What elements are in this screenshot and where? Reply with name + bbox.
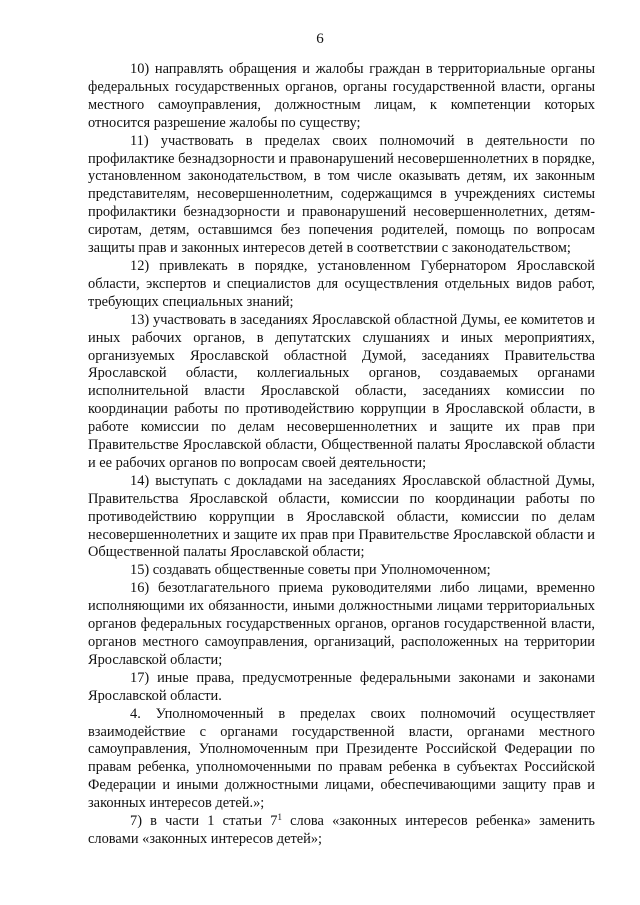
paragraph-item-16: 16) безотлагательного приема руководителями либо лицами, временно исполняющими их обязанности, иными должностными лицами территориальных органов федеральных государственных органов, органов государственной власти, органов местного самоуправления, организаций, расположенных на территории Ярославской области; — [88, 580, 595, 668]
page-number: 6 — [316, 31, 324, 47]
amendment-text-start: 7) в части 1 статьи 7 — [130, 813, 278, 830]
paragraph-item-13: 13) участвовать в заседаниях Ярославской областной Думы, ее комитетов и иных рабочих органов, в депутатских слушаниях и иных мероприятиях, организуемых Ярославской областной Думой, заседаниях Правительства Ярославской области, коллегиальных органов, создаваемых органами исполнительной власти Ярославской области, заседаниях комиссии по координации работы по противодействию коррупции в Ярославской области, в работе комиссии по делам несовершеннолетних и защите их прав при Правительстве Ярославской области, Общественной палаты Ярославской области и ее рабочих органов по вопросам своей деятельности; — [88, 311, 595, 471]
paragraph-item-7-amendment — [88, 813, 595, 849]
paragraph-item-14: 14) выступать с докладами на заседаниях Ярославской областной Думы, Правительства Ярославской области, комиссии по координации работы по противодействию коррупции в Ярославской области, комиссии по делам несовершеннолетних и защите их прав при Правительстве Ярославской области и Общественной палаты Ярославской области; — [88, 472, 595, 561]
paragraph-item-12: 12) привлекать в порядке, установленном Губернатором Ярославской области, экспертов и специалистов для осуществления отдельных видов работ, требующих специальных знаний; — [88, 257, 595, 310]
document-body — [88, 61, 595, 849]
paragraph-item-10: 10) направлять обращения и жалобы граждан в территориальные органы федеральных государственных органов, органы государственной власти, органы местного самоуправления, должностным лицам, к компетенции которых относится разрешение жалобы по существу; — [88, 61, 595, 131]
paragraph-item-17: 17) иные права, предусмотренные федеральными законами и законами Ярославской области. — [88, 669, 595, 704]
paragraph-part-4: 4. Уполномоченный в пределах своих полномочий осуществляет взаимодействие с органами государственной власти, органами местного самоуправления, Уполномоченным при Президенте Российской Федерации по правам ребенка, уполномоченными по правам ребенка в субъектах Российской Федерации и иными должностными лицами, обеспечивающими защиту прав и законных интересов детей.»; — [88, 705, 595, 812]
article-superscript: 1 — [277, 812, 282, 823]
amendment-text-end: слова «законных интересов ребенка» заменить словами «законных интересов детей»; — [88, 813, 595, 847]
paragraph-item-15: 15) создавать общественные советы при Уполномоченном; — [130, 562, 491, 579]
paragraph-item-11: 11) участвовать в пределах своих полномочий в деятельности по профилактике безнадзорности и правонарушений несовершеннолетних в порядке, установленном законодательством, в том числе оказывать детям, их законным представителям, несовершеннолетним, содержащимся в учреждениях системы профилактики безнадзорности и правонарушений несовершеннолетних, детям-сиротам, детям, оставшимся без попечения родителей, помощь по вопросам защиты прав и законных интересов детей в соответствии с законодательством; — [88, 132, 595, 257]
